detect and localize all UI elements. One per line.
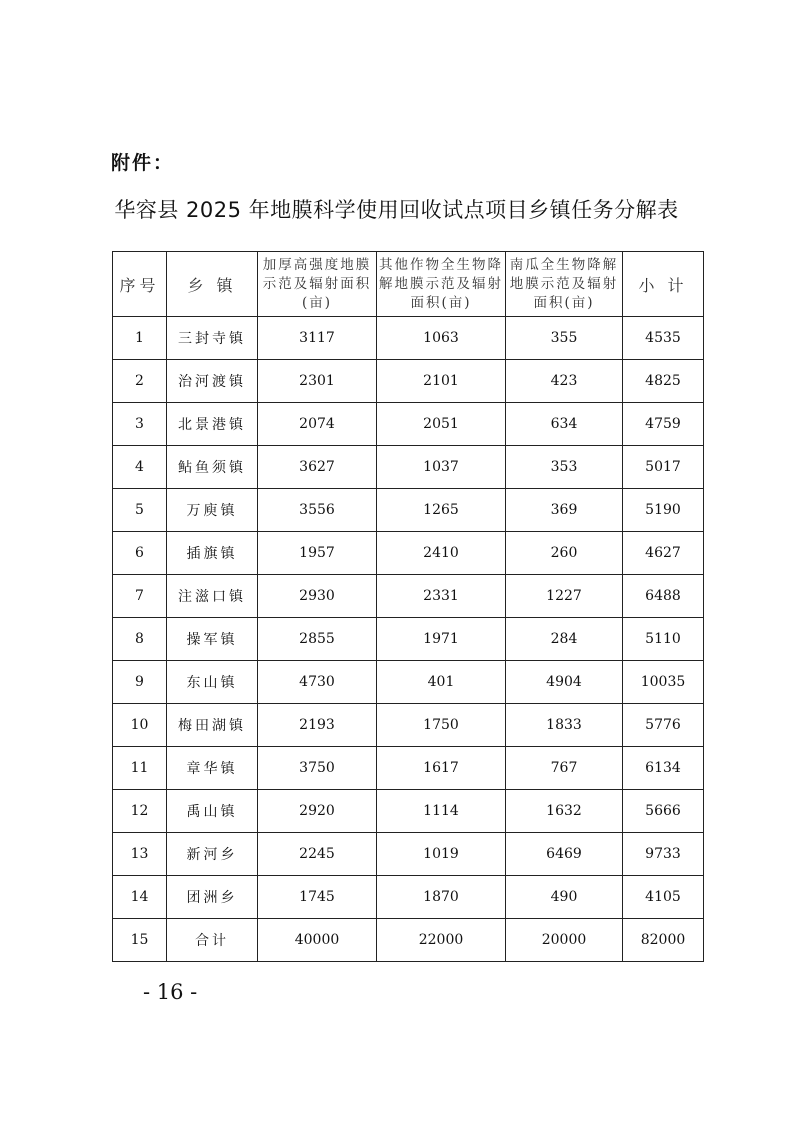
cell-thick-film-area: 1957 <box>258 532 377 575</box>
cell-thick-film-area: 1745 <box>258 876 377 919</box>
cell-thick-film-area: 2074 <box>258 403 377 446</box>
cell-other-crops-area: 2101 <box>377 360 506 403</box>
cell-thick-film-area: 40000 <box>258 919 377 962</box>
cell-subtotal: 4759 <box>623 403 704 446</box>
cell-pumpkin-area: 1632 <box>506 790 623 833</box>
cell-pumpkin-area: 355 <box>506 317 623 360</box>
cell-pumpkin-area: 284 <box>506 618 623 661</box>
cell-index: 9 <box>113 661 167 704</box>
cell-thick-film-area: 4730 <box>258 661 377 704</box>
cell-subtotal: 4825 <box>623 360 704 403</box>
cell-town: 章华镇 <box>167 747 258 790</box>
cell-other-crops-area: 2331 <box>377 575 506 618</box>
table-row <box>113 446 704 489</box>
cell-index: 13 <box>113 833 167 876</box>
header-town: 乡 镇 <box>167 252 258 317</box>
cell-other-crops-area: 1063 <box>377 317 506 360</box>
cell-subtotal: 6488 <box>623 575 704 618</box>
table-row <box>113 747 704 790</box>
cell-thick-film-area: 2855 <box>258 618 377 661</box>
cell-town: 新河乡 <box>167 833 258 876</box>
cell-pumpkin-area: 6469 <box>506 833 623 876</box>
cell-pumpkin-area: 260 <box>506 532 623 575</box>
cell-index: 10 <box>113 704 167 747</box>
cell-town: 三封寺镇 <box>167 317 258 360</box>
cell-subtotal: 5190 <box>623 489 704 532</box>
cell-thick-film-area: 3627 <box>258 446 377 489</box>
cell-town: 注滋口镇 <box>167 575 258 618</box>
cell-thick-film-area: 3556 <box>258 489 377 532</box>
header-thick-film-area: 加厚高强度地膜示范及辐射面积(亩) <box>258 252 377 317</box>
cell-index: 3 <box>113 403 167 446</box>
cell-pumpkin-area: 1833 <box>506 704 623 747</box>
cell-town: 万庾镇 <box>167 489 258 532</box>
cell-other-crops-area: 2410 <box>377 532 506 575</box>
document-title: 华容县 2025 年地膜科学使用回收试点项目乡镇任务分解表 <box>114 198 679 222</box>
cell-other-crops-area: 22000 <box>377 919 506 962</box>
cell-pumpkin-area: 369 <box>506 489 623 532</box>
table-row <box>113 833 704 876</box>
cell-town: 梅田湖镇 <box>167 704 258 747</box>
cell-town: 东山镇 <box>167 661 258 704</box>
cell-subtotal: 5110 <box>623 618 704 661</box>
cell-index: 1 <box>113 317 167 360</box>
cell-subtotal: 5666 <box>623 790 704 833</box>
cell-index: 8 <box>113 618 167 661</box>
page-number: - 16 - <box>143 980 198 1004</box>
cell-subtotal: 4105 <box>623 876 704 919</box>
cell-subtotal: 10035 <box>623 661 704 704</box>
cell-other-crops-area: 1265 <box>377 489 506 532</box>
header-other-crops-biodegradable-area: 其他作物全生物降解地膜示范及辐射面积(亩) <box>377 252 506 317</box>
table-row <box>113 317 704 360</box>
table-header-row <box>113 252 704 317</box>
table-row <box>113 876 704 919</box>
header-pumpkin-biodegradable-area: 南瓜全生物降解地膜示范及辐射面积(亩) <box>506 252 623 317</box>
cell-index: 11 <box>113 747 167 790</box>
cell-index: 7 <box>113 575 167 618</box>
cell-thick-film-area: 3750 <box>258 747 377 790</box>
cell-index: 5 <box>113 489 167 532</box>
cell-subtotal: 5017 <box>623 446 704 489</box>
task-breakdown-table <box>112 251 704 962</box>
cell-town: 合计 <box>167 919 258 962</box>
cell-subtotal: 82000 <box>623 919 704 962</box>
cell-pumpkin-area: 767 <box>506 747 623 790</box>
cell-pumpkin-area: 1227 <box>506 575 623 618</box>
cell-town: 鲇鱼须镇 <box>167 446 258 489</box>
cell-other-crops-area: 1750 <box>377 704 506 747</box>
cell-subtotal: 6134 <box>623 747 704 790</box>
cell-other-crops-area: 2051 <box>377 403 506 446</box>
cell-pumpkin-area: 634 <box>506 403 623 446</box>
cell-thick-film-area: 2245 <box>258 833 377 876</box>
cell-town: 禹山镇 <box>167 790 258 833</box>
table-row <box>113 919 704 962</box>
cell-pumpkin-area: 20000 <box>506 919 623 962</box>
cell-index: 6 <box>113 532 167 575</box>
cell-index: 2 <box>113 360 167 403</box>
cell-index: 14 <box>113 876 167 919</box>
table-row <box>113 704 704 747</box>
cell-thick-film-area: 2301 <box>258 360 377 403</box>
cell-town: 北景港镇 <box>167 403 258 446</box>
cell-other-crops-area: 1617 <box>377 747 506 790</box>
cell-index: 15 <box>113 919 167 962</box>
cell-pumpkin-area: 423 <box>506 360 623 403</box>
cell-town: 操军镇 <box>167 618 258 661</box>
cell-pumpkin-area: 490 <box>506 876 623 919</box>
cell-other-crops-area: 1870 <box>377 876 506 919</box>
cell-pumpkin-area: 4904 <box>506 661 623 704</box>
attachment-label: 附件： <box>111 152 175 174</box>
cell-subtotal: 4627 <box>623 532 704 575</box>
cell-thick-film-area: 2920 <box>258 790 377 833</box>
cell-other-crops-area: 1019 <box>377 833 506 876</box>
cell-town: 团洲乡 <box>167 876 258 919</box>
cell-thick-film-area: 2930 <box>258 575 377 618</box>
cell-index: 4 <box>113 446 167 489</box>
cell-subtotal: 5776 <box>623 704 704 747</box>
table-row <box>113 532 704 575</box>
table-row <box>113 790 704 833</box>
table-row <box>113 618 704 661</box>
cell-thick-film-area: 2193 <box>258 704 377 747</box>
cell-town: 插旗镇 <box>167 532 258 575</box>
header-index: 序号 <box>113 252 167 317</box>
cell-other-crops-area: 1971 <box>377 618 506 661</box>
table-row <box>113 403 704 446</box>
table-row <box>113 661 704 704</box>
cell-subtotal: 4535 <box>623 317 704 360</box>
cell-pumpkin-area: 353 <box>506 446 623 489</box>
cell-thick-film-area: 3117 <box>258 317 377 360</box>
header-subtotal: 小 计 <box>623 252 704 317</box>
cell-other-crops-area: 1037 <box>377 446 506 489</box>
cell-other-crops-area: 1114 <box>377 790 506 833</box>
table-row <box>113 360 704 403</box>
cell-town: 治河渡镇 <box>167 360 258 403</box>
cell-subtotal: 9733 <box>623 833 704 876</box>
table-row <box>113 489 704 532</box>
cell-index: 12 <box>113 790 167 833</box>
table-row <box>113 575 704 618</box>
cell-other-crops-area: 401 <box>377 661 506 704</box>
